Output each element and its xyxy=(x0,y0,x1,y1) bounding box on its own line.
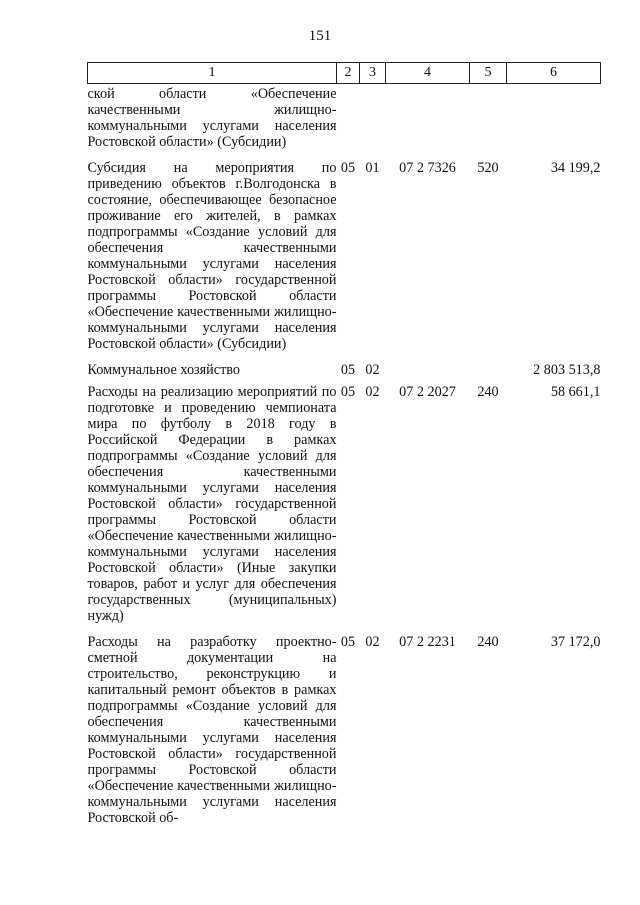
budget-table xyxy=(87,62,601,826)
row-subsection: 02 xyxy=(365,384,380,400)
row-target xyxy=(386,352,470,378)
row-amount: 34 199,2 xyxy=(550,160,601,176)
row-section: 05 xyxy=(340,160,356,176)
header-row xyxy=(88,63,601,84)
row-expense-type xyxy=(470,84,507,151)
page-number: 151 xyxy=(308,28,332,44)
row-target: 07 2 7326 xyxy=(399,160,456,176)
header-col-3: 3 xyxy=(360,63,386,84)
header-col-5: 5 xyxy=(470,63,507,84)
table-row xyxy=(88,352,601,378)
header-col-6: 6 xyxy=(507,63,601,84)
table-row xyxy=(88,150,601,352)
row-expense-type xyxy=(470,352,507,378)
row-expense-type: 240 xyxy=(477,634,499,650)
row-description: ской области «Обеспечение качественными жилищно-коммунальными услугами населения Ростовской области» (Субсидии) xyxy=(87,86,337,150)
row-amount: 2 803 513,8 xyxy=(533,362,601,378)
table-row xyxy=(88,378,601,624)
row-description: Коммунальное хозяйство xyxy=(87,362,240,378)
row-subsection: 02 xyxy=(365,634,380,650)
row-target: 07 2 2231 xyxy=(399,634,456,650)
row-amount: 37 172,0 xyxy=(550,634,601,650)
row-amount xyxy=(507,84,601,151)
row-section: 05 xyxy=(340,362,356,378)
row-section: 05 xyxy=(340,384,356,400)
row-section: 05 xyxy=(340,634,356,650)
row-expense-type: 240 xyxy=(477,384,499,400)
table-row xyxy=(88,624,601,826)
header-col-4: 4 xyxy=(386,63,470,84)
header-col-1: 1 xyxy=(88,63,337,84)
row-subsection xyxy=(360,84,386,151)
row-amount: 58 661,1 xyxy=(550,384,601,400)
header-col-2: 2 xyxy=(337,63,360,84)
row-description: Субсидия на мероприятия по приведению объектов г.Волгодонска в состояние, обеспечивающее безопасное проживание его жителей, в рамках подпрограммы «Создание условий для обеспечения качественными коммунальными услугами населения Ростовской области» государственной программы Ростовской области «Обеспечение качественными жилищно-коммунальными услугами населения Ростовской области» (Субсидии) xyxy=(87,160,337,352)
row-expense-type: 520 xyxy=(477,160,499,176)
table-row xyxy=(88,84,601,151)
row-description: Расходы на разработку проектно-сметной документации на строительство, реконструкцию и капитальный ремонт объектов в рамках подпрограммы «Создание условий для обеспечения качественными коммунальными услугами населения Ростовской области» государственной программы Ростовской области «Обеспечение качественными жилищно-коммунальными услугами населения Ростовской об- xyxy=(87,634,337,826)
row-section xyxy=(337,84,360,151)
row-target xyxy=(386,84,470,151)
row-description: Расходы на реализацию мероприятий по подготовке и проведению чемпионата мира по футболу в 2018 году в Российской Федерации в рамках подпрограммы «Создание условий для обеспечения качественными коммунальными услугами населения Ростовской области» государственной программы Ростовской области «Обеспечение качественными жилищно-коммунальными услугами населения Ростовской области» (Иные закупки товаров, работ и услуг для обеспечения государственных (муниципальных) нужд) xyxy=(87,384,337,624)
row-subsection: 02 xyxy=(365,362,380,378)
row-subsection: 01 xyxy=(365,160,380,176)
row-target: 07 2 2027 xyxy=(399,384,456,400)
